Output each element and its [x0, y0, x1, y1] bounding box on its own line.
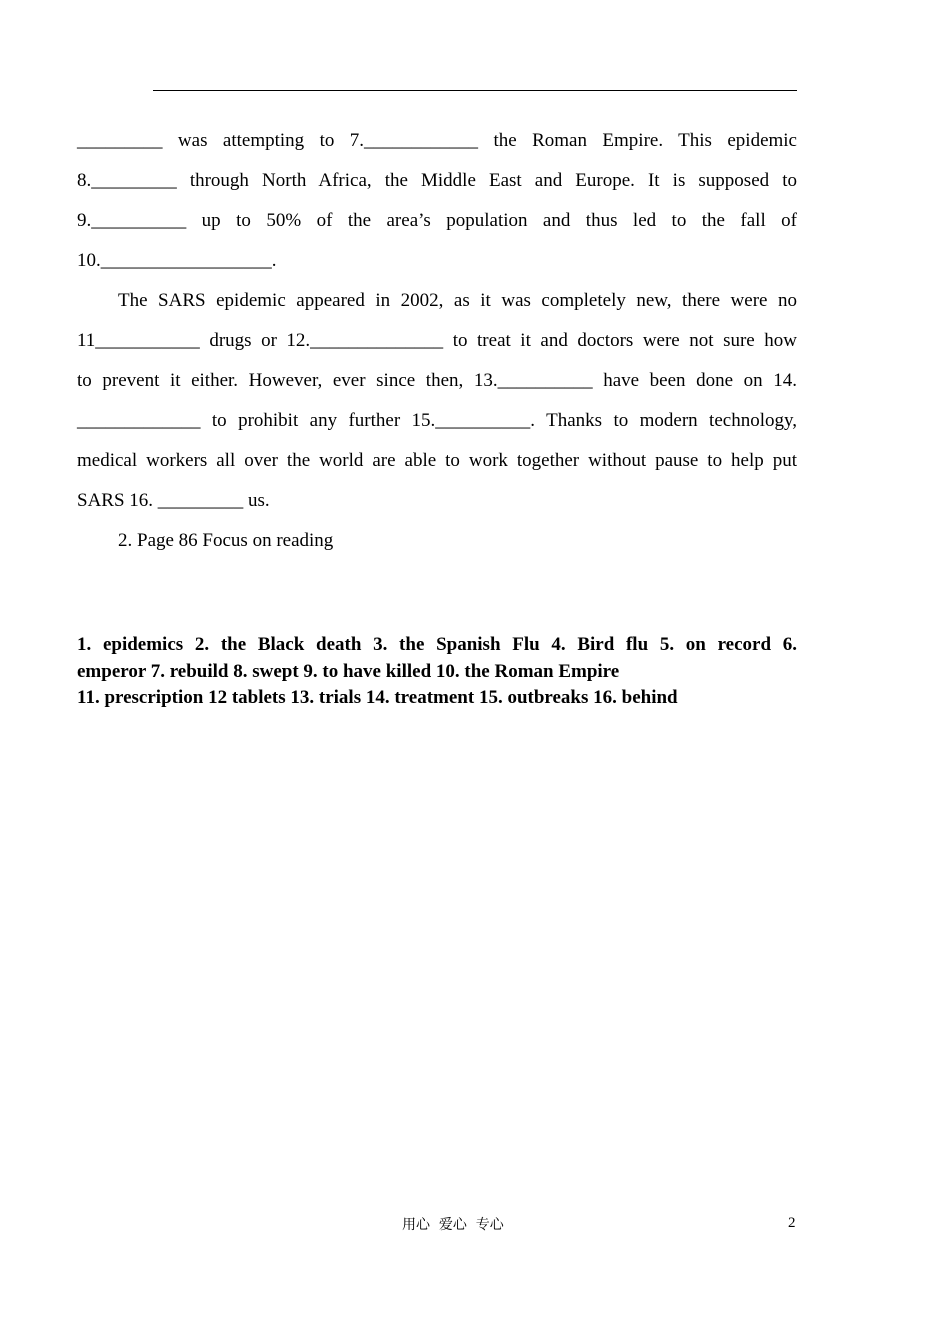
answer-line-2: emperor 7. rebuild 8. swept 9. to have killed 10. the Roman Empire: [77, 660, 620, 682]
header-rule: [153, 90, 797, 91]
passage-line-2: 8._________ through North Africa, the Middle East and Europe. It is supposed to: [77, 170, 797, 191]
section-heading: 2. Page 86 Focus on reading: [118, 530, 334, 551]
passage-line-5: The SARS epidemic appeared in 2002, as it was completely new, there were no: [118, 290, 797, 311]
footer-motto: 用心 爱心 专心: [402, 1217, 504, 1233]
passage-line-6: 11___________ drugs or 12.______________ to treat it and doctors were not sure how: [77, 330, 797, 351]
passage-line-8: _____________ to prohibit any further 15.__________. Thanks to modern technology,: [77, 410, 797, 431]
passage-line-7: to prevent it either. However, ever since then, 13.__________ have been done on 14.: [77, 370, 797, 391]
passage-line-10: SARS 16. _________ us.: [77, 490, 270, 511]
passage-line-3: 9.__________ up to 50% of the area’s population and thus led to the fall of: [77, 210, 797, 231]
answer-line-1: 1. epidemics 2. the Black death 3. the Spanish Flu 4. Bird flu 5. on record 6.: [77, 634, 797, 655]
page-number: 2: [788, 1215, 796, 1231]
answer-key: [77, 632, 797, 712]
answer-line-3: 11. prescription 12 tablets 13. trials 14. treatment 15. outbreaks 16. behind: [77, 687, 678, 708]
passage-line-9: medical workers all over the world are able to work together without pause to help put: [77, 450, 797, 471]
passage-body: [77, 121, 797, 561]
passage-line-4: 10.__________________.: [77, 250, 277, 271]
passage-line-1: _________ was attempting to 7.____________ the Roman Empire. This epidemic: [77, 130, 797, 151]
